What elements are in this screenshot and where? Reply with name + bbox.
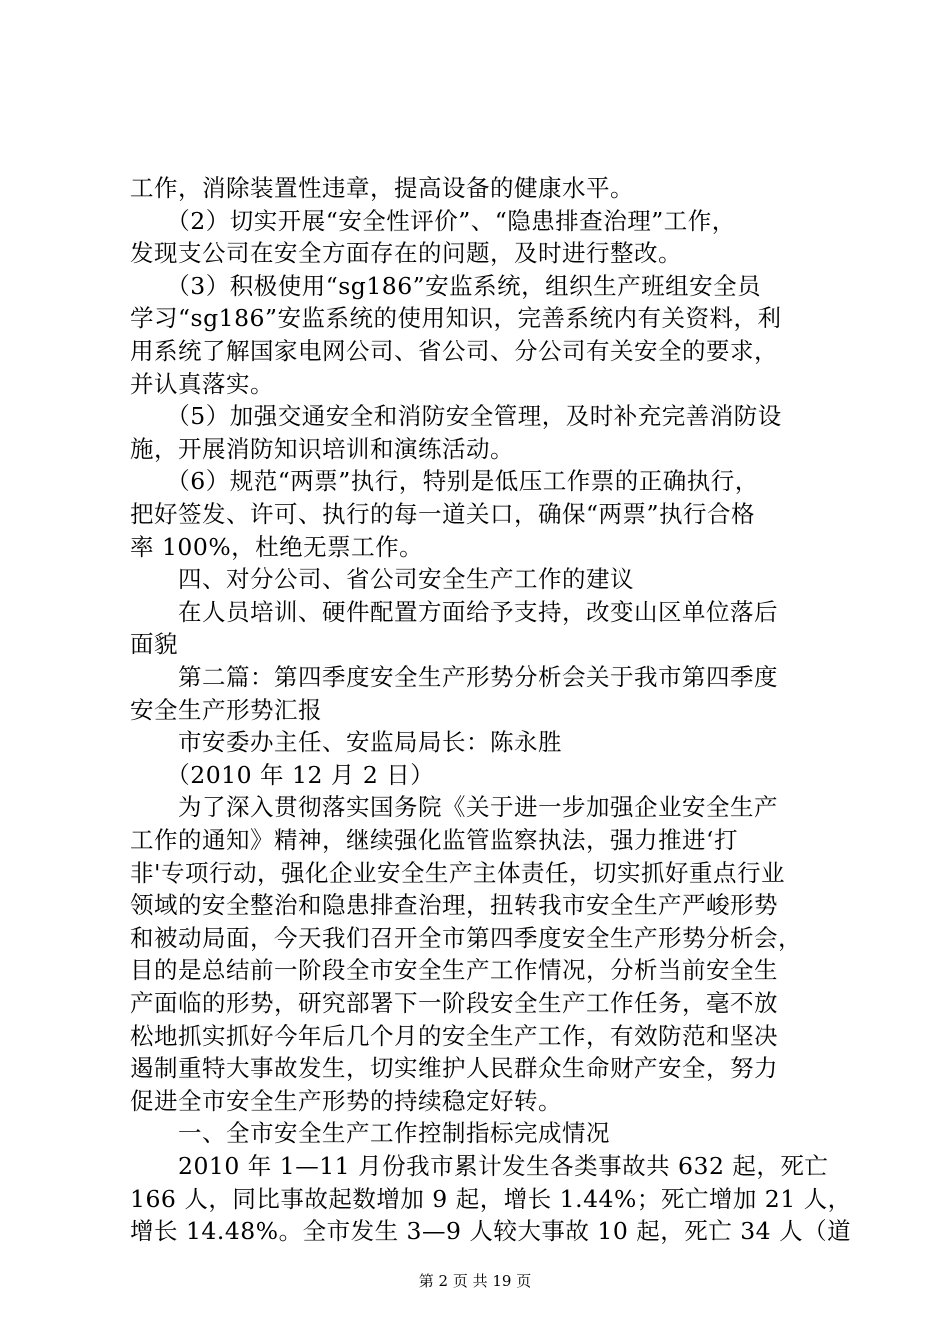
text-line: 一、全市安全生产工作控制指标完成情况 [130,1119,610,1148]
text-line: 市安委办主任、安监局局长：陈永胜 [130,728,562,757]
text-line: 安全生产形势汇报 [130,695,322,724]
text-line: 在人员培训、硬件配置方面给予支持，改变山区单位落后 [130,597,778,626]
text-line: 为了深入贯彻落实国务院《关于进一步加强企业安全生产 [130,793,778,822]
text-line: 并认真落实。 [130,369,274,398]
text-line: 发现支公司在安全方面存在的问题，及时进行整改。 [130,239,682,268]
page-footer: 第 2 页 共 19 页 [418,1272,532,1290]
text-line: 学习“sg186”安监系统的使用知识，完善系统内有关资料，利 [130,304,782,333]
text-line: （2010 年 12 月 2 日） [130,760,435,789]
text-line: 施，开展消防知识培训和演练活动。 [130,434,514,463]
text-line: 166 人，同比事故起数增加 9 起，增长 1.44%；死亡增加 21 人， [130,1184,852,1213]
text-line: （2）切实开展“安全性评价”、“隐患排查治理”工作， [130,206,736,235]
text-line: 第二篇：第四季度安全生产形势分析会关于我市第四季度 [130,663,778,691]
text-line: 2010 年 1—11 月份我市累计发生各类事故共 632 起，死亡 [130,1152,829,1180]
text-line: 松地抓实抓好今年后几个月的安全生产工作，有效防范和坚决 [130,1021,778,1050]
text-line: （6）规范“两票”执行，特别是低压工作票的正确执行， [130,467,759,496]
text-line: 面貌 [130,630,178,659]
text-line: 促进全市安全生产形势的持续稳定好转。 [130,1086,562,1115]
text-line: （5）加强交通安全和消防安全管理，及时补充完善消防设 [130,402,782,431]
text-line: 和被动局面，今天我们召开全市第四季度安全生产形势分析会， [130,923,802,952]
text-line: 把好签发、许可、执行的每一道关口，确保“两票”执行合格 [130,500,756,528]
text-line: 工作的通知》精神，继续强化监管监察执法，强力推进‘打 [130,826,738,854]
text-line: 工作，消除装置性违章，提高设备的健康水平。 [130,174,634,202]
text-line: 非'专项行动，强化企业安全生产主体责任，切实抓好重点行业 [130,858,785,887]
text-line: 增长 14.48%。全市发生 3—9 人较大事故 10 起，死亡 34 人（道 [130,1217,852,1246]
text-line: 四、对分公司、省公司安全生产工作的建议 [130,565,634,594]
text-line: 产面临的形势，研究部署下一阶段安全生产工作任务，毫不放 [130,989,778,1017]
text-line: 遏制重特大事故发生，切实维护人民群众生命财产安全，努力 [130,1054,778,1083]
text-line: （3）积极使用“sg186”安监系统，组织生产班组安全员 [130,271,762,300]
text-line: 用系统了解国家电网公司、省公司、分公司有关安全的要求， [130,337,778,365]
text-line: 目的是总结前一阶段全市安全生产工作情况，分析当前安全生 [130,956,778,985]
text-line: 领域的安全整治和隐患排查治理，扭转我市安全生产严峻形势 [130,891,778,920]
text-line: 率 100%，杜绝无票工作。 [130,532,424,561]
